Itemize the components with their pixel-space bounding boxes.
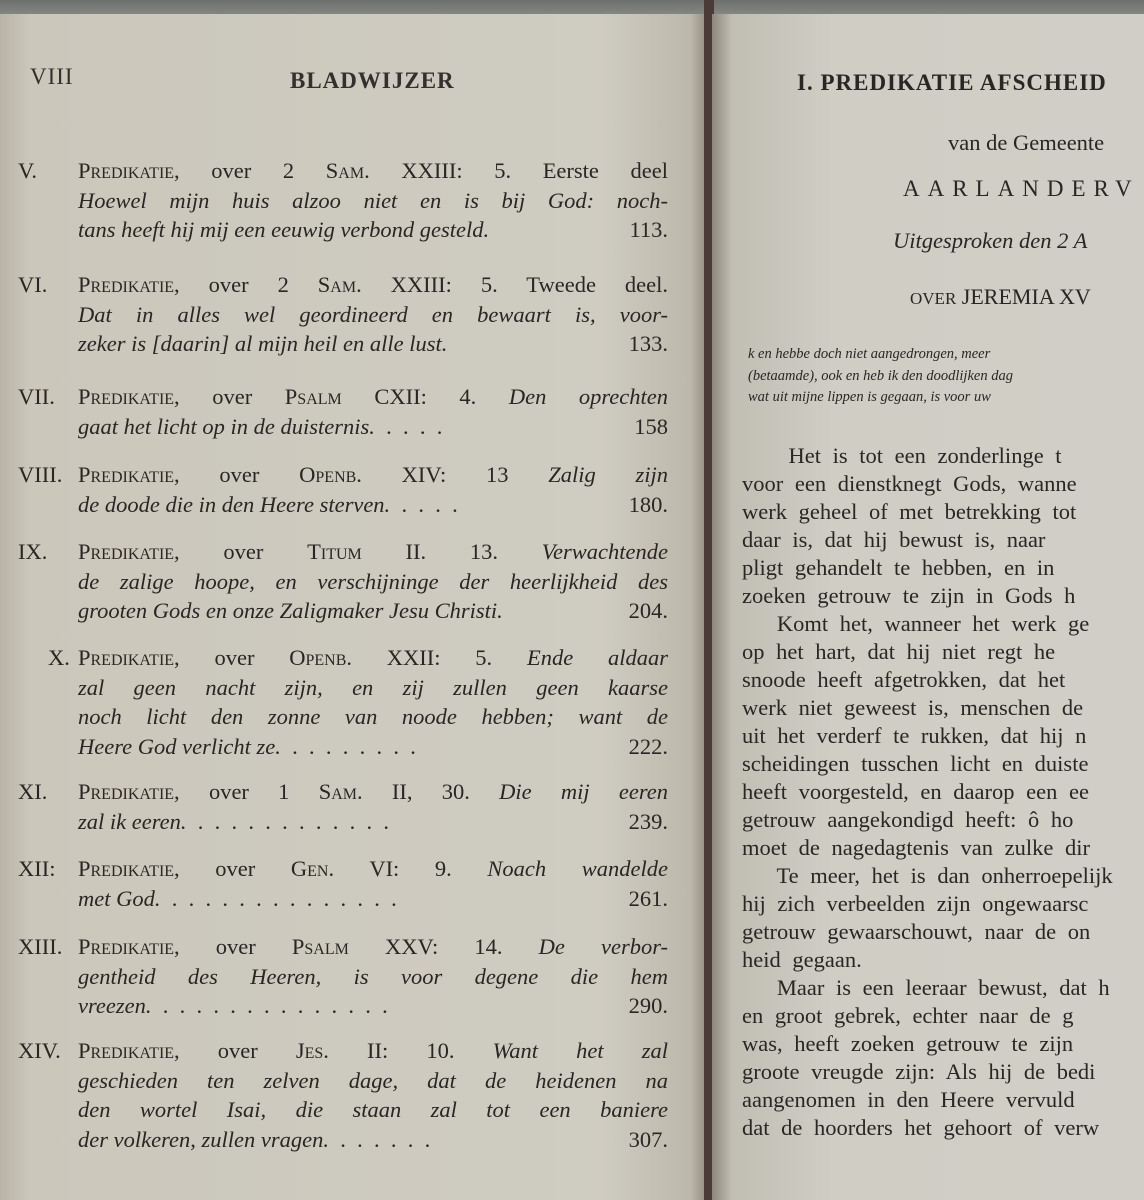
entry-number: XI. bbox=[18, 779, 48, 804]
entry-text bbox=[78, 1097, 668, 1122]
text-segment: over bbox=[179, 539, 308, 564]
text-segment: Predikatie, bbox=[78, 645, 180, 670]
entry-line bbox=[78, 270, 668, 300]
text-segment: zal geen nacht zijn, en zij zullen geen kaarse bbox=[78, 674, 668, 700]
entry-text bbox=[78, 329, 447, 359]
text-segment: met God. bbox=[78, 885, 161, 911]
toc-entry bbox=[18, 777, 668, 836]
text-segment: XXV: 14. bbox=[348, 934, 539, 959]
text-segment: over 2 bbox=[179, 158, 326, 183]
entry-line bbox=[78, 412, 668, 442]
body-line: pligt gehandelt te hebben, en in bbox=[742, 555, 1055, 580]
body-line: voor een dienstknegt Gods, wanne bbox=[742, 471, 1077, 496]
text-segment: over 2 bbox=[179, 272, 318, 297]
body-line: getrouw gewaarschouwt, naar de on bbox=[742, 919, 1091, 944]
epigraph-line: k en hebbe doch niet aangedrongen, meer bbox=[748, 346, 991, 362]
text-segment: XXIII: 5. Tweede deel. bbox=[361, 272, 668, 297]
entry-text bbox=[78, 569, 668, 594]
entry-text bbox=[78, 934, 668, 959]
entry-text bbox=[78, 1068, 668, 1093]
text-segment: Heere God verlicht ze. bbox=[78, 733, 281, 759]
page-ref: 239. bbox=[628, 808, 668, 834]
entry-line bbox=[78, 991, 668, 1021]
body-line: heeft voorgesteld, en daarop een ee bbox=[742, 779, 1089, 804]
text-segment: Predikatie, bbox=[78, 934, 180, 959]
entry-text bbox=[78, 732, 416, 762]
text-segment: zeker is [daarin] al mijn heil en alle lust. bbox=[78, 331, 448, 356]
entry-text bbox=[78, 384, 668, 409]
text-segment: Predikatie, bbox=[78, 1038, 180, 1063]
entry-number: XIV. bbox=[18, 1038, 61, 1063]
entry-line bbox=[78, 884, 668, 914]
text-segment: . . . . . . . . . . . . bbox=[186, 808, 390, 834]
text-segment: Zalig zijn bbox=[548, 462, 668, 487]
entry-number: IX. bbox=[18, 539, 48, 564]
body-line: groote vreugde zijn: Als hij de bedi bbox=[742, 1059, 1096, 1084]
entry-text bbox=[78, 704, 668, 729]
text-segment: den wortel Isai, die staan zal tot een baniere bbox=[78, 1097, 668, 1122]
epigraph bbox=[748, 344, 1013, 409]
text-segment: vreezen. bbox=[78, 993, 152, 1018]
text-segment: Predikatie, bbox=[78, 158, 180, 183]
text-segment: over bbox=[179, 934, 292, 959]
text-segment: over bbox=[179, 1038, 296, 1063]
page-ref: 158 bbox=[634, 413, 668, 439]
entry-number: VIII. bbox=[18, 462, 63, 487]
toc-entry bbox=[18, 643, 668, 761]
text-segment: de doode die in den Heere sterven. bbox=[78, 491, 391, 517]
text-segment: Hoewel mijn huis alzoo niet en is bij God: noch- bbox=[78, 187, 668, 213]
entry-line bbox=[78, 567, 668, 597]
body-line: daar is, dat hij bewust is, naar bbox=[742, 527, 1046, 552]
entry-line bbox=[78, 537, 668, 567]
entry-number: XIII. bbox=[18, 934, 63, 959]
entry-line bbox=[78, 1036, 668, 1066]
text-segment: Die mij eeren bbox=[499, 779, 668, 804]
entry-text bbox=[78, 991, 388, 1021]
place-name: AARLANDERV bbox=[903, 176, 1140, 201]
text-segment: Den oprechten bbox=[508, 384, 668, 409]
entry-number: V. bbox=[18, 158, 37, 183]
body-line: op het hart, dat hij niet regt he bbox=[742, 639, 1056, 664]
text-segment: Sam. bbox=[317, 272, 362, 297]
text-segment: Sam. bbox=[325, 158, 370, 183]
over-label: OVER bbox=[910, 289, 957, 308]
text-segment: de zalige hoope, en verschijninge der heerlijkheid des bbox=[78, 568, 668, 594]
text-segment: . . . . bbox=[390, 491, 458, 517]
entry-text bbox=[78, 412, 442, 442]
text-segment: over 1 bbox=[179, 779, 319, 804]
entry-number: VI. bbox=[18, 272, 48, 297]
text-segment: . . . . . . . . bbox=[280, 733, 416, 759]
page-ref: 180. bbox=[628, 491, 668, 517]
entry-line bbox=[78, 596, 668, 626]
entry-line bbox=[78, 215, 668, 245]
body-line: uit het verderf te rukken, dat hij n bbox=[742, 723, 1087, 748]
page-ref: 133. bbox=[628, 331, 668, 356]
text-segment: over bbox=[179, 384, 285, 409]
text-segment: II. 13. bbox=[361, 539, 542, 564]
page-ref: 222. bbox=[628, 733, 668, 759]
text-segment: Titum bbox=[307, 539, 362, 564]
entry-text bbox=[78, 539, 668, 564]
entry-line bbox=[78, 962, 668, 992]
entry-text bbox=[78, 675, 668, 700]
page-number: VIII bbox=[30, 64, 74, 89]
toc-entry bbox=[18, 1036, 668, 1154]
body-line: Maar is een leeraar bewust, dat h bbox=[742, 975, 1110, 1000]
entry-number: X. bbox=[48, 645, 70, 670]
chapter-title: I. PREDIKATIE AFSCHEID bbox=[797, 70, 1107, 95]
text-segment: gentheid des Heeren, is voor degene die hem bbox=[78, 963, 668, 989]
body-line: hij zich verbeelden zijn ongewaarsc bbox=[742, 891, 1089, 916]
text-segment: gaat het licht op in de duisternis. bbox=[78, 413, 375, 439]
toc-entry bbox=[18, 270, 668, 359]
entry-line bbox=[78, 732, 668, 762]
body-line: moet de nagedagtenis van zulke dir bbox=[742, 835, 1091, 860]
text-segment: Psalm bbox=[291, 934, 349, 959]
entry-line bbox=[78, 777, 668, 807]
entry-line bbox=[78, 807, 668, 837]
entry-line bbox=[78, 643, 668, 673]
body-line: getrouw aangekondigd heeft: ô ho bbox=[742, 807, 1074, 832]
text-segment: VI: 9. bbox=[334, 856, 488, 881]
toc-entry bbox=[18, 156, 668, 245]
text-segment: Noach wandelde bbox=[487, 856, 668, 881]
body-line: heid gegaan. bbox=[742, 947, 862, 972]
entry-text bbox=[78, 1125, 430, 1155]
text-segment: . . . . . . . . . . . . . . bbox=[160, 885, 397, 911]
entry-line bbox=[78, 156, 668, 186]
text-segment: Dat in alles wel geordineerd en bewaart is, voor- bbox=[78, 301, 668, 327]
text-segment: Verwachtende bbox=[541, 539, 668, 564]
text-segment: tans heeft hij mij een eeuwig verbond gesteld. bbox=[78, 217, 490, 242]
left-page bbox=[0, 14, 708, 1200]
entry-line bbox=[78, 460, 668, 490]
page-ref: 290. bbox=[628, 993, 668, 1018]
text-segment: Jes. bbox=[295, 1038, 329, 1063]
toc-entry bbox=[18, 537, 668, 626]
text-segment: Predikatie, bbox=[78, 384, 180, 409]
entry-line bbox=[78, 854, 668, 884]
entry-line bbox=[78, 329, 668, 359]
text-segment: Predikatie, bbox=[78, 462, 180, 487]
body-line: werk niet geweest is, menschen de bbox=[742, 695, 1084, 720]
text-segment: Want het zal bbox=[492, 1038, 668, 1063]
text-segment: zal ik eeren. bbox=[78, 808, 187, 834]
page-ref: 307. bbox=[628, 1126, 668, 1152]
entry-text bbox=[78, 596, 503, 626]
text-segment: Sam. bbox=[318, 779, 363, 804]
text-segment: noch licht den zonne van noode hebben; want de bbox=[78, 704, 668, 729]
entry-text bbox=[78, 462, 668, 487]
entry-text bbox=[78, 645, 668, 670]
entry-text bbox=[78, 1038, 668, 1063]
text-segment: II: 10. bbox=[328, 1038, 493, 1063]
entry-line bbox=[78, 300, 668, 330]
text-segment: Predikatie, bbox=[78, 779, 180, 804]
entry-text bbox=[78, 188, 668, 213]
body-line: werk geheel of met betrekking tot bbox=[742, 499, 1077, 524]
entry-line bbox=[78, 1095, 668, 1125]
text-segment: geschieden ten zelven dage, dat de heidenen na bbox=[78, 1067, 668, 1093]
text-segment: . . . . . . bbox=[328, 1126, 431, 1152]
text-segment: XXII: 5. bbox=[352, 645, 527, 670]
entry-line bbox=[78, 1066, 668, 1096]
text-segment: II, 30. bbox=[362, 779, 500, 804]
body-line: dat de hoorders het gehoort of verw bbox=[742, 1115, 1100, 1140]
text-segment: CXII: 4. bbox=[341, 384, 509, 409]
toc-entry bbox=[18, 460, 668, 519]
scripture-text: JEREMIA XV bbox=[961, 284, 1091, 309]
page-ref: 204. bbox=[628, 598, 668, 623]
page-ref: 113. bbox=[629, 217, 668, 242]
body-line: Het is tot een zonderlinge t bbox=[742, 443, 1062, 468]
text-segment: over bbox=[179, 856, 291, 881]
entry-line bbox=[78, 702, 668, 732]
text-segment: De verbor- bbox=[538, 934, 668, 959]
body-line: en groot gebrek, echter naar de g bbox=[742, 1003, 1074, 1028]
text-segment: over bbox=[179, 462, 300, 487]
running-head: BLADWIJZER bbox=[290, 68, 455, 93]
text-segment: Openb. bbox=[299, 462, 362, 487]
entry-text bbox=[78, 856, 668, 881]
text-segment: . . . . . . . . . . . . . . bbox=[151, 993, 388, 1018]
text-segment: XXIII: 5. Eerste deel bbox=[369, 158, 668, 183]
entry-text bbox=[78, 490, 458, 520]
sermon-date: Uitgesproken den 2 A bbox=[893, 228, 1088, 253]
body-line: aangenomen in den Heere vervuld bbox=[742, 1087, 1075, 1112]
text-segment: . . . . bbox=[374, 413, 443, 439]
body-line: Te meer, het is dan onherroepelijk bbox=[742, 863, 1113, 888]
toc-entry bbox=[18, 382, 668, 441]
entry-line bbox=[78, 382, 668, 412]
text-segment: Psalm bbox=[284, 384, 342, 409]
entry-text bbox=[78, 807, 389, 837]
body-line: zoeken getrouw te zijn in Gods h bbox=[742, 583, 1076, 608]
text-segment: XIV: 13 bbox=[361, 462, 549, 487]
text-segment: grooten Gods en onze Zaligmaker Jesu Christi. bbox=[78, 598, 503, 623]
text-segment: Gen. bbox=[290, 856, 335, 881]
scripture-reference bbox=[910, 284, 1091, 310]
text-segment: over bbox=[179, 645, 290, 670]
entry-text bbox=[78, 779, 668, 804]
entry-number: VII. bbox=[18, 384, 55, 409]
chapter-subtitle: van de Gemeente bbox=[948, 130, 1105, 155]
text-segment: Predikatie, bbox=[78, 272, 180, 297]
entry-text bbox=[78, 215, 489, 245]
epigraph-line: wat uit mijne lippen is gegaan, is voor uw bbox=[748, 389, 991, 405]
body-line: snoode heeft afgetrokken, dat het bbox=[742, 667, 1066, 692]
entry-line bbox=[78, 186, 668, 216]
entry-text bbox=[78, 964, 668, 989]
entry-line bbox=[78, 932, 668, 962]
text-segment: Predikatie, bbox=[78, 856, 180, 881]
text-segment: Predikatie, bbox=[78, 539, 180, 564]
entry-line bbox=[78, 1125, 668, 1155]
body-line: scheidingen tusschen licht en duiste bbox=[742, 751, 1089, 776]
entry-text bbox=[78, 272, 668, 297]
text-segment: Ende aldaar bbox=[526, 645, 668, 670]
entry-line bbox=[78, 673, 668, 703]
text-segment: der volkeren, zullen vragen. bbox=[78, 1126, 329, 1152]
body-line: Komt het, wanneer het werk ge bbox=[742, 611, 1090, 636]
text-segment: Openb. bbox=[289, 645, 353, 670]
body-text bbox=[742, 442, 1113, 1142]
entry-text bbox=[78, 884, 397, 914]
entry-line bbox=[78, 490, 668, 520]
page-ref: 261. bbox=[628, 885, 668, 911]
entry-text bbox=[78, 158, 668, 183]
epigraph-line: (betaamde), ook en heb ik den doodlijken dag bbox=[748, 367, 1013, 384]
toc-entry bbox=[18, 854, 668, 913]
right-page bbox=[712, 14, 1144, 1200]
body-line: was, heeft zoeken getrouw te zijn bbox=[742, 1031, 1074, 1056]
entry-text bbox=[78, 302, 668, 327]
entry-number: XII: bbox=[18, 856, 56, 881]
toc-entry bbox=[18, 932, 668, 1021]
